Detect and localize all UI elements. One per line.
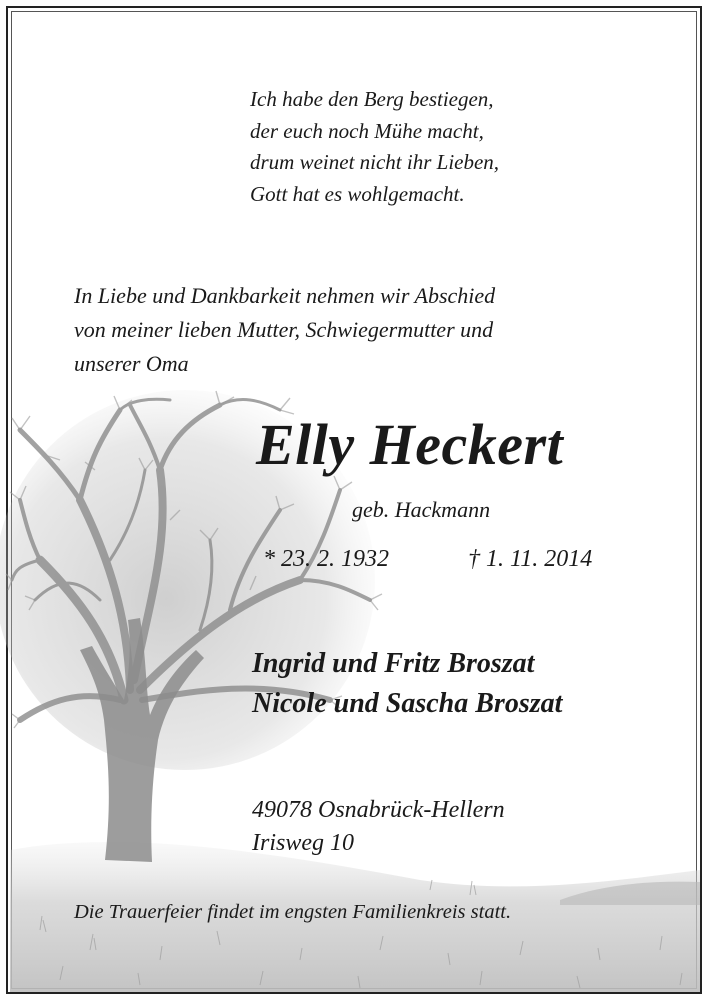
birth-date: * 23. 2. 1932 — [263, 546, 389, 572]
poem-line: der euch noch Mühe macht, — [250, 118, 484, 143]
poem-line: Gott hat es wohlgemacht. — [250, 181, 465, 206]
poem-line: Ich habe den Berg bestiegen, — [250, 87, 494, 111]
mourner-line: Nicole und Sascha Broszat — [252, 688, 563, 719]
intro-line: In Liebe und Dankbarkeit nehmen wir Abschied — [74, 283, 496, 308]
address — [252, 794, 505, 860]
deceased-name: Elly Heckert — [256, 412, 564, 477]
address-line: Irisweg 10 — [252, 830, 354, 856]
poem — [250, 84, 499, 210]
mourner-line: Ingrid und Fritz Broszat — [252, 648, 535, 679]
intro-line: unserer Oma — [74, 351, 189, 376]
maiden-name: geb. Hackmann — [352, 497, 491, 522]
life-dates — [263, 543, 593, 575]
address-line: 49078 Osnabrück-Hellern — [252, 797, 505, 823]
poem-line: drum weinet nicht ihr Lieben, — [250, 150, 500, 174]
death-date: † 1. 11. 2014 — [468, 546, 593, 572]
mourners — [252, 644, 562, 724]
intro-line: von meiner lieben Mutter, Schwiegermutter und — [74, 317, 494, 342]
farewell-intro — [74, 279, 495, 381]
funeral-note: Die Trauerfeier findet im engsten Familienkreis statt. — [74, 901, 512, 923]
